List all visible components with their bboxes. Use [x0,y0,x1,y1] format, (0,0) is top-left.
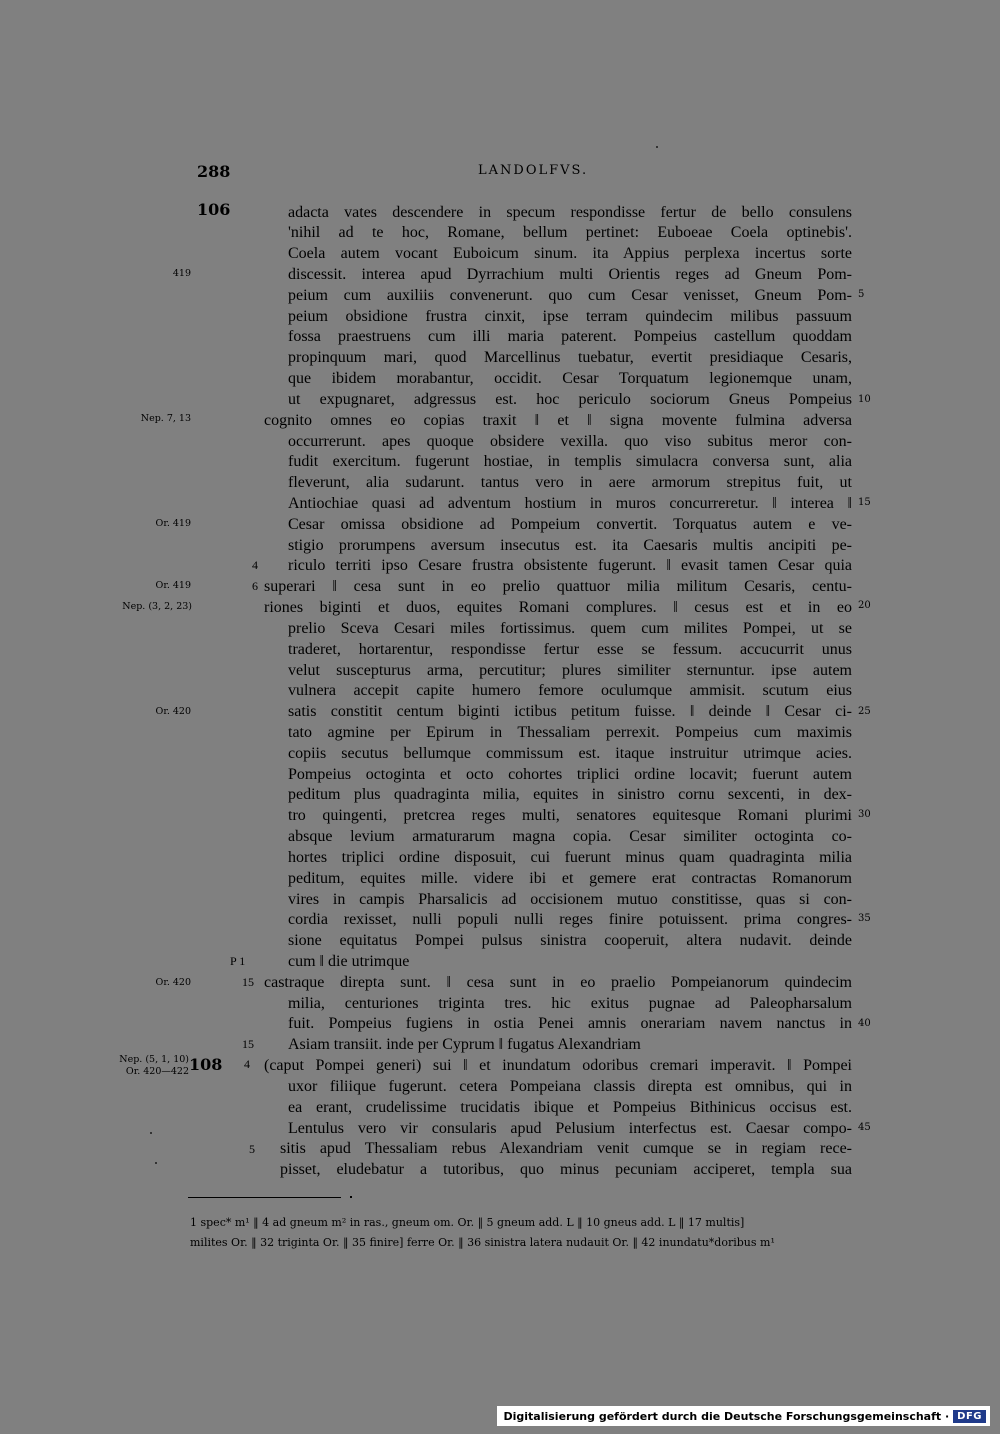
text-line: Asiam transiit. inde per Cyprum ‖ fugatus Alexandriam [288,1036,641,1054]
page-number: 288 [197,162,231,181]
apparatus-ref: 6 [252,579,258,593]
text-line: copiis secutus bellumque commissum est. itaque instruitur utrimque acies. [288,744,852,762]
scan-speck [150,1132,152,1134]
funding-banner-text: Digitalisierung gefördert durch die Deutsche Forschungsgemeinschaft · [503,1409,950,1423]
margin-ref: Nep. (3, 2, 23) [122,601,192,612]
running-head: LANDOLFVS. [478,163,589,178]
text-line: traderet, hortarentur, respondisse fertur esse se fessum. accucurrit unus [288,640,852,658]
text-line: riculo territi ipso Cesare frustra obsistente fugerunt. ‖ evasit tamen Cesar quia [288,557,852,575]
apparatus-ref: P 1 [230,954,246,968]
text-line: prelio Sceva Cesari miles fortissimus. quem cum milites Pompei, ut se [288,619,852,637]
line-number: 35 [858,913,871,924]
text-line: tro quingenti, pretcrea reges multi, senatores equitesque Romani plurimi [288,807,852,825]
text-line: Antiochiae quasi ad adventum hostium in muros concurreretur. ‖ interea ‖ [288,494,852,512]
text-line: hortes triplici ordine disposuit, cui fuerunt minus quam quadraginta milia [288,848,852,866]
line-number: 5 [858,289,865,300]
section-number-106: 106 [197,200,231,219]
apparatus-ref: 4 [252,558,258,572]
text-line: peium obsidione frustra cinxit, ipse terram quindecim milibus passuum [288,307,852,325]
text-line: Lentulus vero vir consularis apud Pelusium interfectus est. Caesar compo- [288,1119,852,1137]
line-number: 10 [858,394,871,405]
margin-ref: Or. 419 [155,580,191,591]
text-line: fudit exercitum. fugerunt hostiae, in templis simulacra conversa sunt, alia [288,453,852,471]
line-number: 45 [858,1122,871,1133]
funding-banner [497,1406,990,1426]
scan-speck [155,1162,157,1164]
text-line: milia, centuriones triginta tres. hic exitus pugnae ad Paleopharsalum [288,994,852,1012]
margin-ref: Nep. 7, 13 [140,413,191,424]
margin-ref: Or. 420 [155,977,191,988]
text-line: vulnera accepit capite humero femore oculumque ammisit. scutum eius [288,682,852,700]
footnote-rule-dot [350,1196,352,1198]
footnote-rule [188,1197,341,1198]
margin-ref: Nep. (5, 1, 10) [119,1054,189,1065]
text-line: sione equitatus Pompei pulsus sinistra cooperuit, altera nudavit. deinde [288,932,852,950]
text-line: pisset, eludebatur a tutoribus, quo minus pecuniam acciperet, templa sua [280,1161,852,1179]
margin-ref: Or. 420—422 [125,1066,189,1077]
text-line: que ibidem morabantur, occidit. Cesar Torquatum legionemque unam, [288,370,852,388]
apparatus-ref: 4 [244,1057,250,1071]
text-line: velut suscepturus arma, percutitur; plures similiter sternuntur. ipse autem [288,661,852,679]
text-line: peium cum auxiliis convenerunt. quo cum Cesar venisset, Gneum Pom- [288,286,852,304]
line-number: 25 [858,706,871,717]
text-line: riones biginti et duos, equites Romani complures. ‖ cesus est et in eo [264,599,852,617]
text-line: Pompeius octoginta et octo cohortes triplici ordine locavit; fuerunt autem [288,765,852,783]
text-line: castraque direpta sunt. ‖ cesa sunt in eo praelio Pompeianorum quindecim [264,973,852,991]
text-line: Coela autem vocant Euboicum sinum. ita Appius perplexa incertus sorte [288,245,852,263]
apparatus-ref: 15 [242,1037,254,1051]
line-number: 40 [858,1018,871,1029]
margin-ref: 419 [172,268,191,279]
text-line: fleverunt, alia sudarunt. tantus vero in aere armorum strepitus fuit, ut [288,474,852,492]
apparatus-ref: 5 [249,1142,255,1156]
text-line: vires in campis Pharsalicis ad occisionem mutuo constitisse, quas si con- [288,890,852,908]
apparatus-ref: 15 [242,975,254,989]
text-line: fuit. Pompeius fugiens in ostia Penei amnis onerariam navem nanctus in [288,1015,852,1033]
text-line: occurrerunt. apes quoque obsidere vexilla. quo viso subitus meror con- [288,432,852,450]
text-line: adacta vates descendere in specum respondisse fertur de bello consulens [288,203,852,221]
text-line: peditum plus quadraginta milia, equites in sinistro cornu sexcenti, in dex- [288,786,852,804]
text-line: 'nihil ad te hoc, Romane, bellum pertinet: Euboeae Coela optinebis'. [288,224,852,242]
text-line: superari ‖ cesa sunt in eo prelio quattuor milia militum Cesaris, centu- [264,578,852,596]
scan-speck [656,146,658,148]
text-line: propinquum mari, quod Marcellinus tuebatur, evertit presidiaque Cesaris, [288,349,852,367]
line-number: 30 [858,809,871,820]
text-line: tato agmine per Epirum in Thessaliam perrexit. Pompeius cum maximis [288,724,852,741]
line-number: 20 [858,600,871,611]
text-line: cordia rexisset, nulli populi nulli reges finire potuissent. prima congres- [288,911,852,929]
margin-ref: Or. 419 [155,518,191,529]
text-line: fossa praestruens cum illi maria paterent. Pompeius castellum quoddam [288,328,852,346]
text-line: (caput Pompei generi) sui ‖ et inundatum odoribus cremari imperavit. ‖ Pompei [264,1057,852,1075]
text-line: ea erant, crudelissime trucidatis ibique et Pompeius Bithinicus occisus est. [288,1098,852,1116]
footnote-line: milites Or. ‖ 32 triginta Or. ‖ 35 finire] ferre Or. ‖ 36 sinistra latera nudauit Or. ‖ 42 inundatu*doribus m¹ [190,1236,775,1249]
text-line: cognito omnes eo copias traxit ‖ et ‖ signa movente fulmina adversa [264,411,852,429]
text-line: satis constitit centum biginti ictibus petitum fuisse. ‖ deinde ‖ Cesar ci- [288,703,852,721]
section-number-108: 108 [189,1055,223,1074]
line-number: 15 [858,497,871,508]
text-line: absque levium armaturarum magna copia. Cesar similiter octoginta co- [288,828,852,846]
footnote-line: 1 spec* m¹ ‖ 4 ad gneum m² in ras., gneum om. Or. ‖ 5 gneum add. L ‖ 10 gneus add. L ‖ 17 multis] [190,1216,745,1229]
text-line: sitis apud Thessaliam rebus Alexandriam venit cumque se in regiam rece- [280,1140,852,1158]
text-line: stigio prorumpens aversum insecutus est. ita Caesaris multis ancipiti pe- [288,536,852,554]
text-line: peditum, equites mille. videre ibi et gemere erat contractas Romanorum [288,869,852,887]
text-line: ut expugnaret, adgressus est. hoc periculo sociorum Gneus Pompeius [288,390,852,408]
text-line: Cesar omissa obsidione ad Pompeium convertit. Torquatus autem e ve- [288,515,852,533]
text-line: uxor filiique fugerunt. cetera Pompeiana classis direpta est omnibus, qui in [288,1077,852,1095]
dfg-logo: DFG [953,1410,986,1423]
text-line: discessit. interea apud Dyrrachium multi Orientis reges ad Gneum Pom- [288,265,852,283]
text-line: cum ‖ die utrimque [288,953,410,971]
margin-ref: Or. 420 [155,706,191,717]
